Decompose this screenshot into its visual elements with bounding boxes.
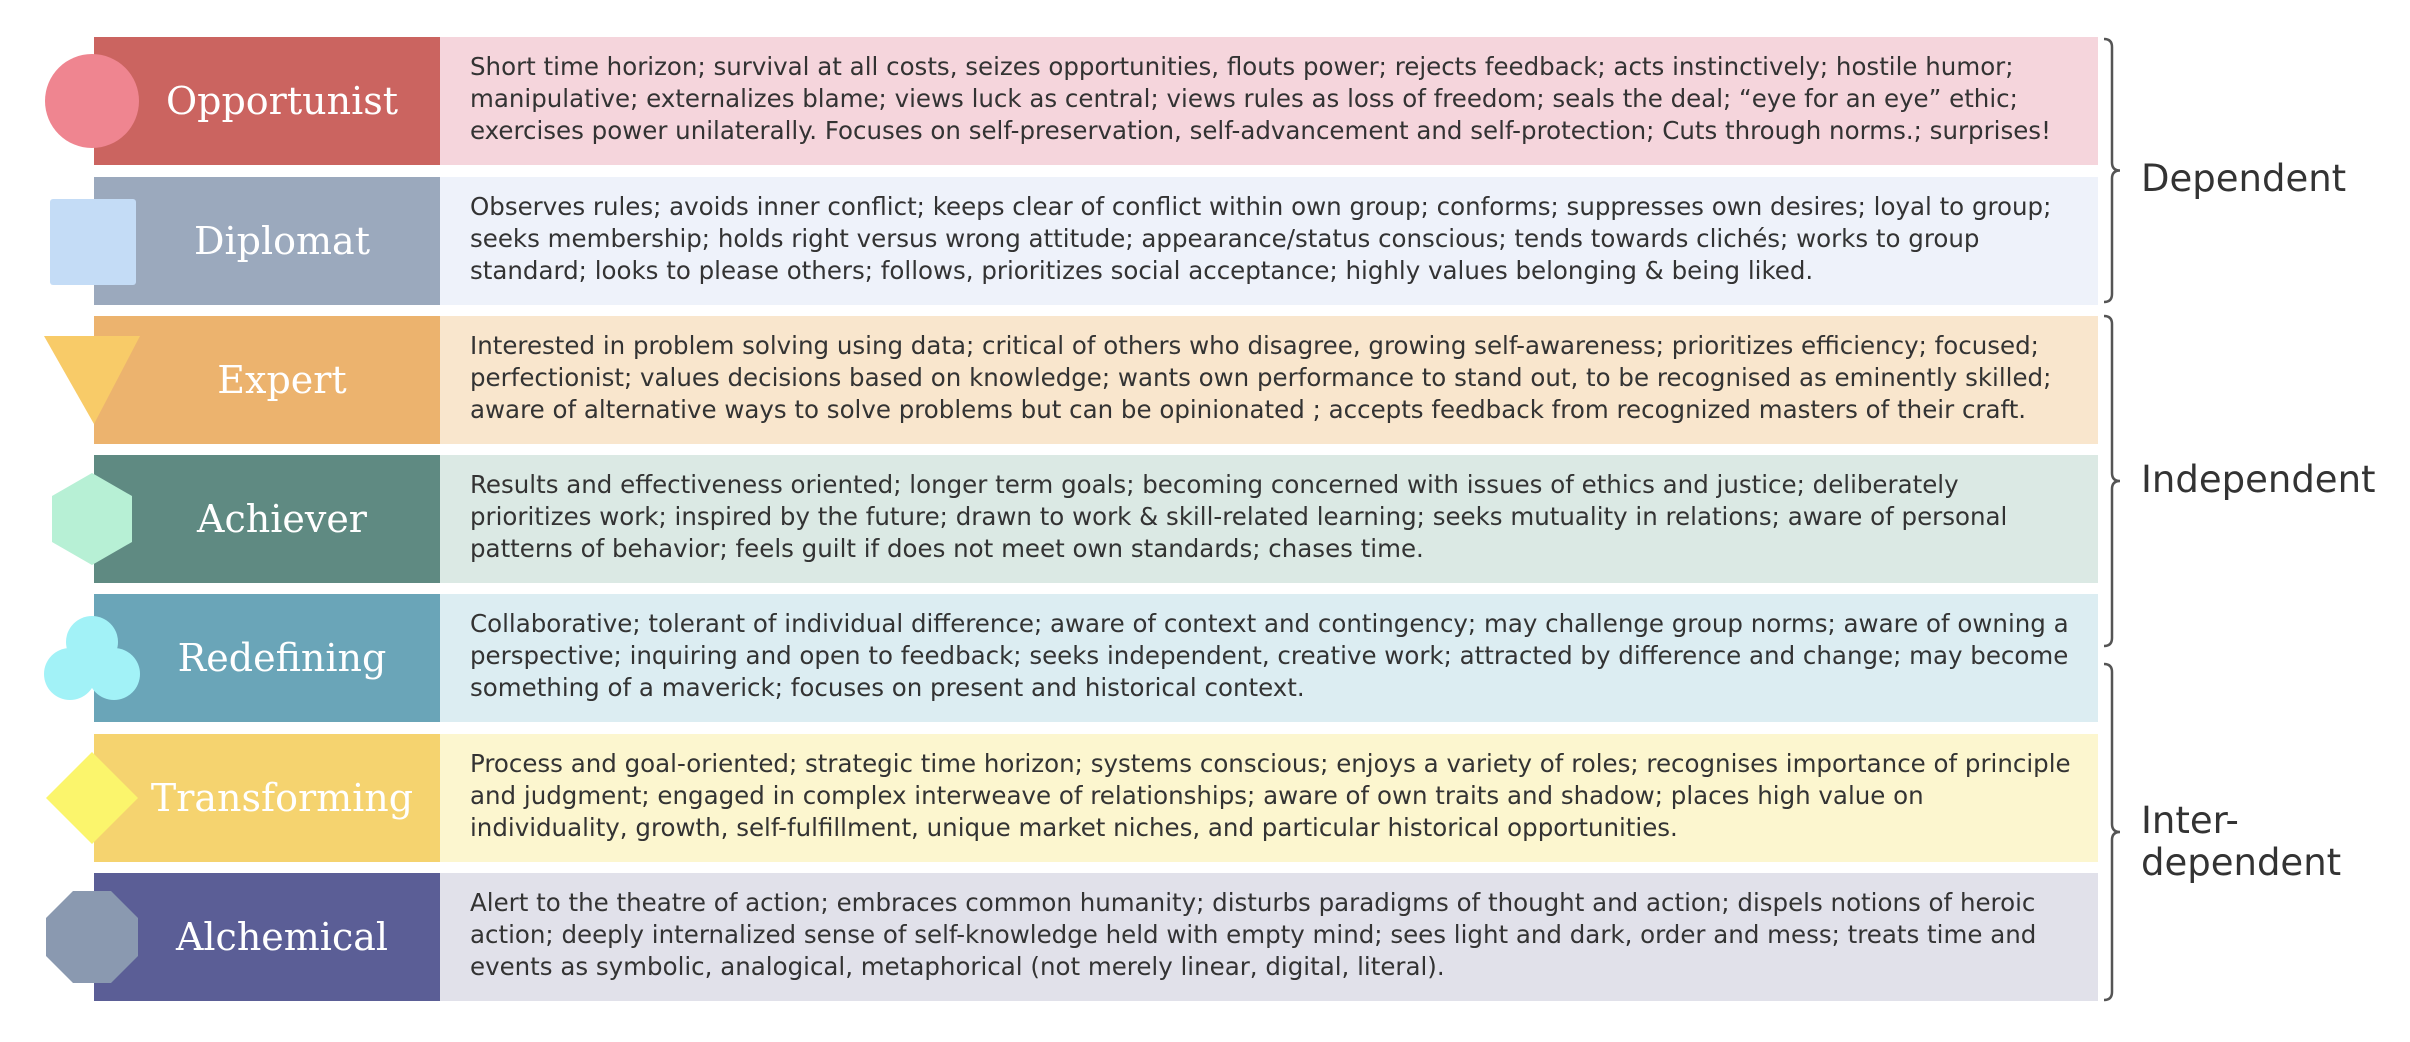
stage-label-cell xyxy=(94,873,440,1001)
circle-icon xyxy=(42,51,142,151)
stage-description: Process and goal-oriented; strategic time horizon; systems conscious; enjoys a variety of roles; recognises importance of principle and judgment; engaged in complex interweave of relationships; aware of own traits and shadow; places high value on individuality, growth, self-fulfillment, unique market niches, and particular historical opportunities. xyxy=(440,734,2098,862)
triangle-down-icon xyxy=(42,330,142,430)
stage-label-cell xyxy=(94,455,440,583)
group-label-independent: Independent xyxy=(2141,458,2376,501)
stage-description: Observes rules; avoids inner conflict; keeps clear of conflict within own group; conforms; suppresses own desires; loyal to group; seeks membership; holds right versus wrong attitude; appearance/status conscious; tends towards clichés; works to group standard; looks to please others; follows, prioritizes social acceptance; highly values belonging & being liked. xyxy=(440,177,2098,305)
octagon-icon xyxy=(42,887,142,987)
stage-description: Alert to the theatre of action; embraces common humanity; disturbs paradigms of thought and action; dispels notions of heroic action; deeply internalized sense of self-knowledge held with empty mind; sees light and dark, order and mess; treats time and events as symbolic, analogical, metaphorical (not merely linear, digital, literal). xyxy=(440,873,2098,1001)
stage-description: Short time horizon; survival at all costs, seizes opportunities, flouts power; rejects feedback; acts instinctively; hostile humor; manipulative; externalizes blame; views luck as central; views rules as loss of freedom; seals the deal; “eye for an eye” ethic; exercises power unilaterally. Focuses on self-preservation, self-advancement and self-protection; Cuts through norms.; surprises! xyxy=(440,37,2098,165)
stage-description: Collaborative; tolerant of individual difference; aware of context and contingency; may challenge group norms; aware of owning a perspective; inquiring and open to feedback; seeks independent, creative work; attracted by difference and change; may become something of a maverick; focuses on present and historical context. xyxy=(440,594,2098,722)
stage-label-cell xyxy=(94,316,440,444)
stage-description: Results and effectiveness oriented; longer term goals; becoming concerned with issues of ethics and justice; deliberately prioritizes work; inspired by the future; drawn to work & skill-related learning; seeks mutuality in relations; aware of personal patterns of behavior; feels guilt if does not meet own standards; chases time. xyxy=(440,455,2098,583)
diamond-icon xyxy=(42,748,142,848)
cloud-icon xyxy=(42,608,142,708)
bracket-interdependent xyxy=(2104,664,2120,1000)
group-label-interdependent: Inter- dependent xyxy=(2141,799,2342,884)
bracket-dependent xyxy=(2104,39,2120,302)
stage-name: Alchemical xyxy=(175,915,389,959)
stage-name: Achiever xyxy=(197,497,367,541)
stage-label-cell xyxy=(94,177,440,305)
stage-name: Redefining xyxy=(177,636,387,680)
stage-row-opportunist xyxy=(94,37,2098,165)
stage-description: Interested in problem solving using data; critical of others who disagree, growing self-awareness; prioritizes efficiency; focused; perfectionist; values decisions based on knowledge; wants own performance to stand out, to be recognised as eminently skilled; aware of alternative ways to solve problems but can be opinionated ; accepts feedback from recognized masters of their craft. xyxy=(440,316,2098,444)
stage-row-alchemical xyxy=(94,873,2098,1001)
stage-row-achiever xyxy=(94,455,2098,583)
stage-row-diplomat xyxy=(94,177,2098,305)
group-label-dependent: Dependent xyxy=(2141,157,2347,200)
stage-label-cell xyxy=(94,37,440,165)
bracket-independent xyxy=(2104,316,2120,646)
stage-name: Expert xyxy=(217,358,347,402)
stage-label-cell xyxy=(94,734,440,862)
stage-name: Opportunist xyxy=(166,79,398,123)
square-icon xyxy=(42,191,142,291)
stage-row-redefining xyxy=(94,594,2098,722)
stage-label-cell xyxy=(94,594,440,722)
stage-name: Diplomat xyxy=(194,219,370,263)
stage-row-transforming xyxy=(94,734,2098,862)
stage-name: Transforming xyxy=(150,776,414,820)
hexagon-icon xyxy=(42,469,142,569)
stage-row-expert xyxy=(94,316,2098,444)
